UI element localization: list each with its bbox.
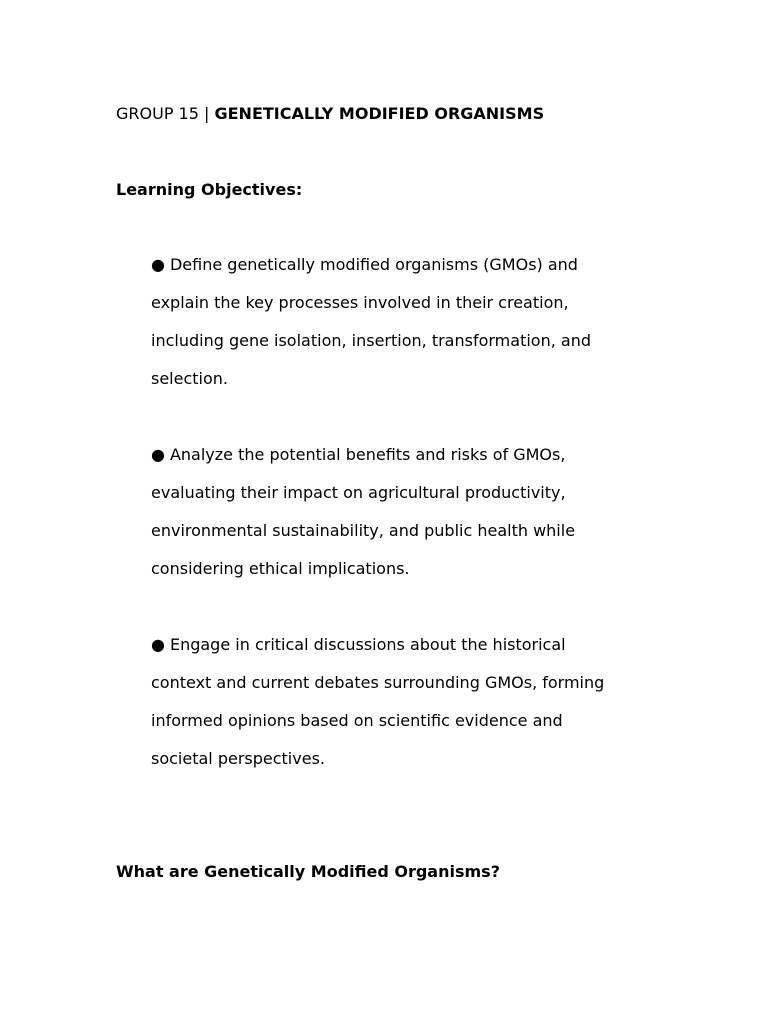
objective-line: informed opinions based on scientific evidence and xyxy=(151,711,563,730)
bullet-icon: ● xyxy=(151,445,165,464)
group-label: GROUP 15 | xyxy=(116,104,215,123)
topic-title: GENETICALLY MODIFIED ORGANISMS xyxy=(214,104,545,123)
objective-line: environmental sustainability, and public health while xyxy=(151,521,576,540)
objective-line: ● Analyze the potential benefits and risks of GMOs, xyxy=(151,445,566,464)
objective-line: ● Engage in critical discussions about the historical xyxy=(151,635,566,654)
objective-line: selection. xyxy=(151,369,228,388)
objectives-list xyxy=(151,254,671,824)
document-title xyxy=(116,103,544,125)
objective-line: considering ethical implications. xyxy=(151,559,410,578)
bullet-icon: ● xyxy=(151,635,165,654)
objective-line: societal perspectives. xyxy=(151,749,325,768)
objective-line: evaluating their impact on agricultural productivity, xyxy=(151,483,566,502)
objective-item xyxy=(151,634,671,786)
objective-line: explain the key processes involved in their creation, xyxy=(151,293,569,312)
bullet-icon: ● xyxy=(151,255,165,274)
what-are-gmos-heading: What are Genetically Modified Organisms? xyxy=(116,862,500,881)
objective-item xyxy=(151,254,671,406)
objective-line: including gene isolation, insertion, transformation, and xyxy=(151,331,591,350)
objective-line: context and current debates surrounding GMOs, forming xyxy=(151,673,605,692)
objective-line: ● Define genetically modified organisms (GMOs) and xyxy=(151,255,578,274)
objective-item xyxy=(151,444,671,596)
learning-objectives-heading: Learning Objectives: xyxy=(116,180,303,199)
